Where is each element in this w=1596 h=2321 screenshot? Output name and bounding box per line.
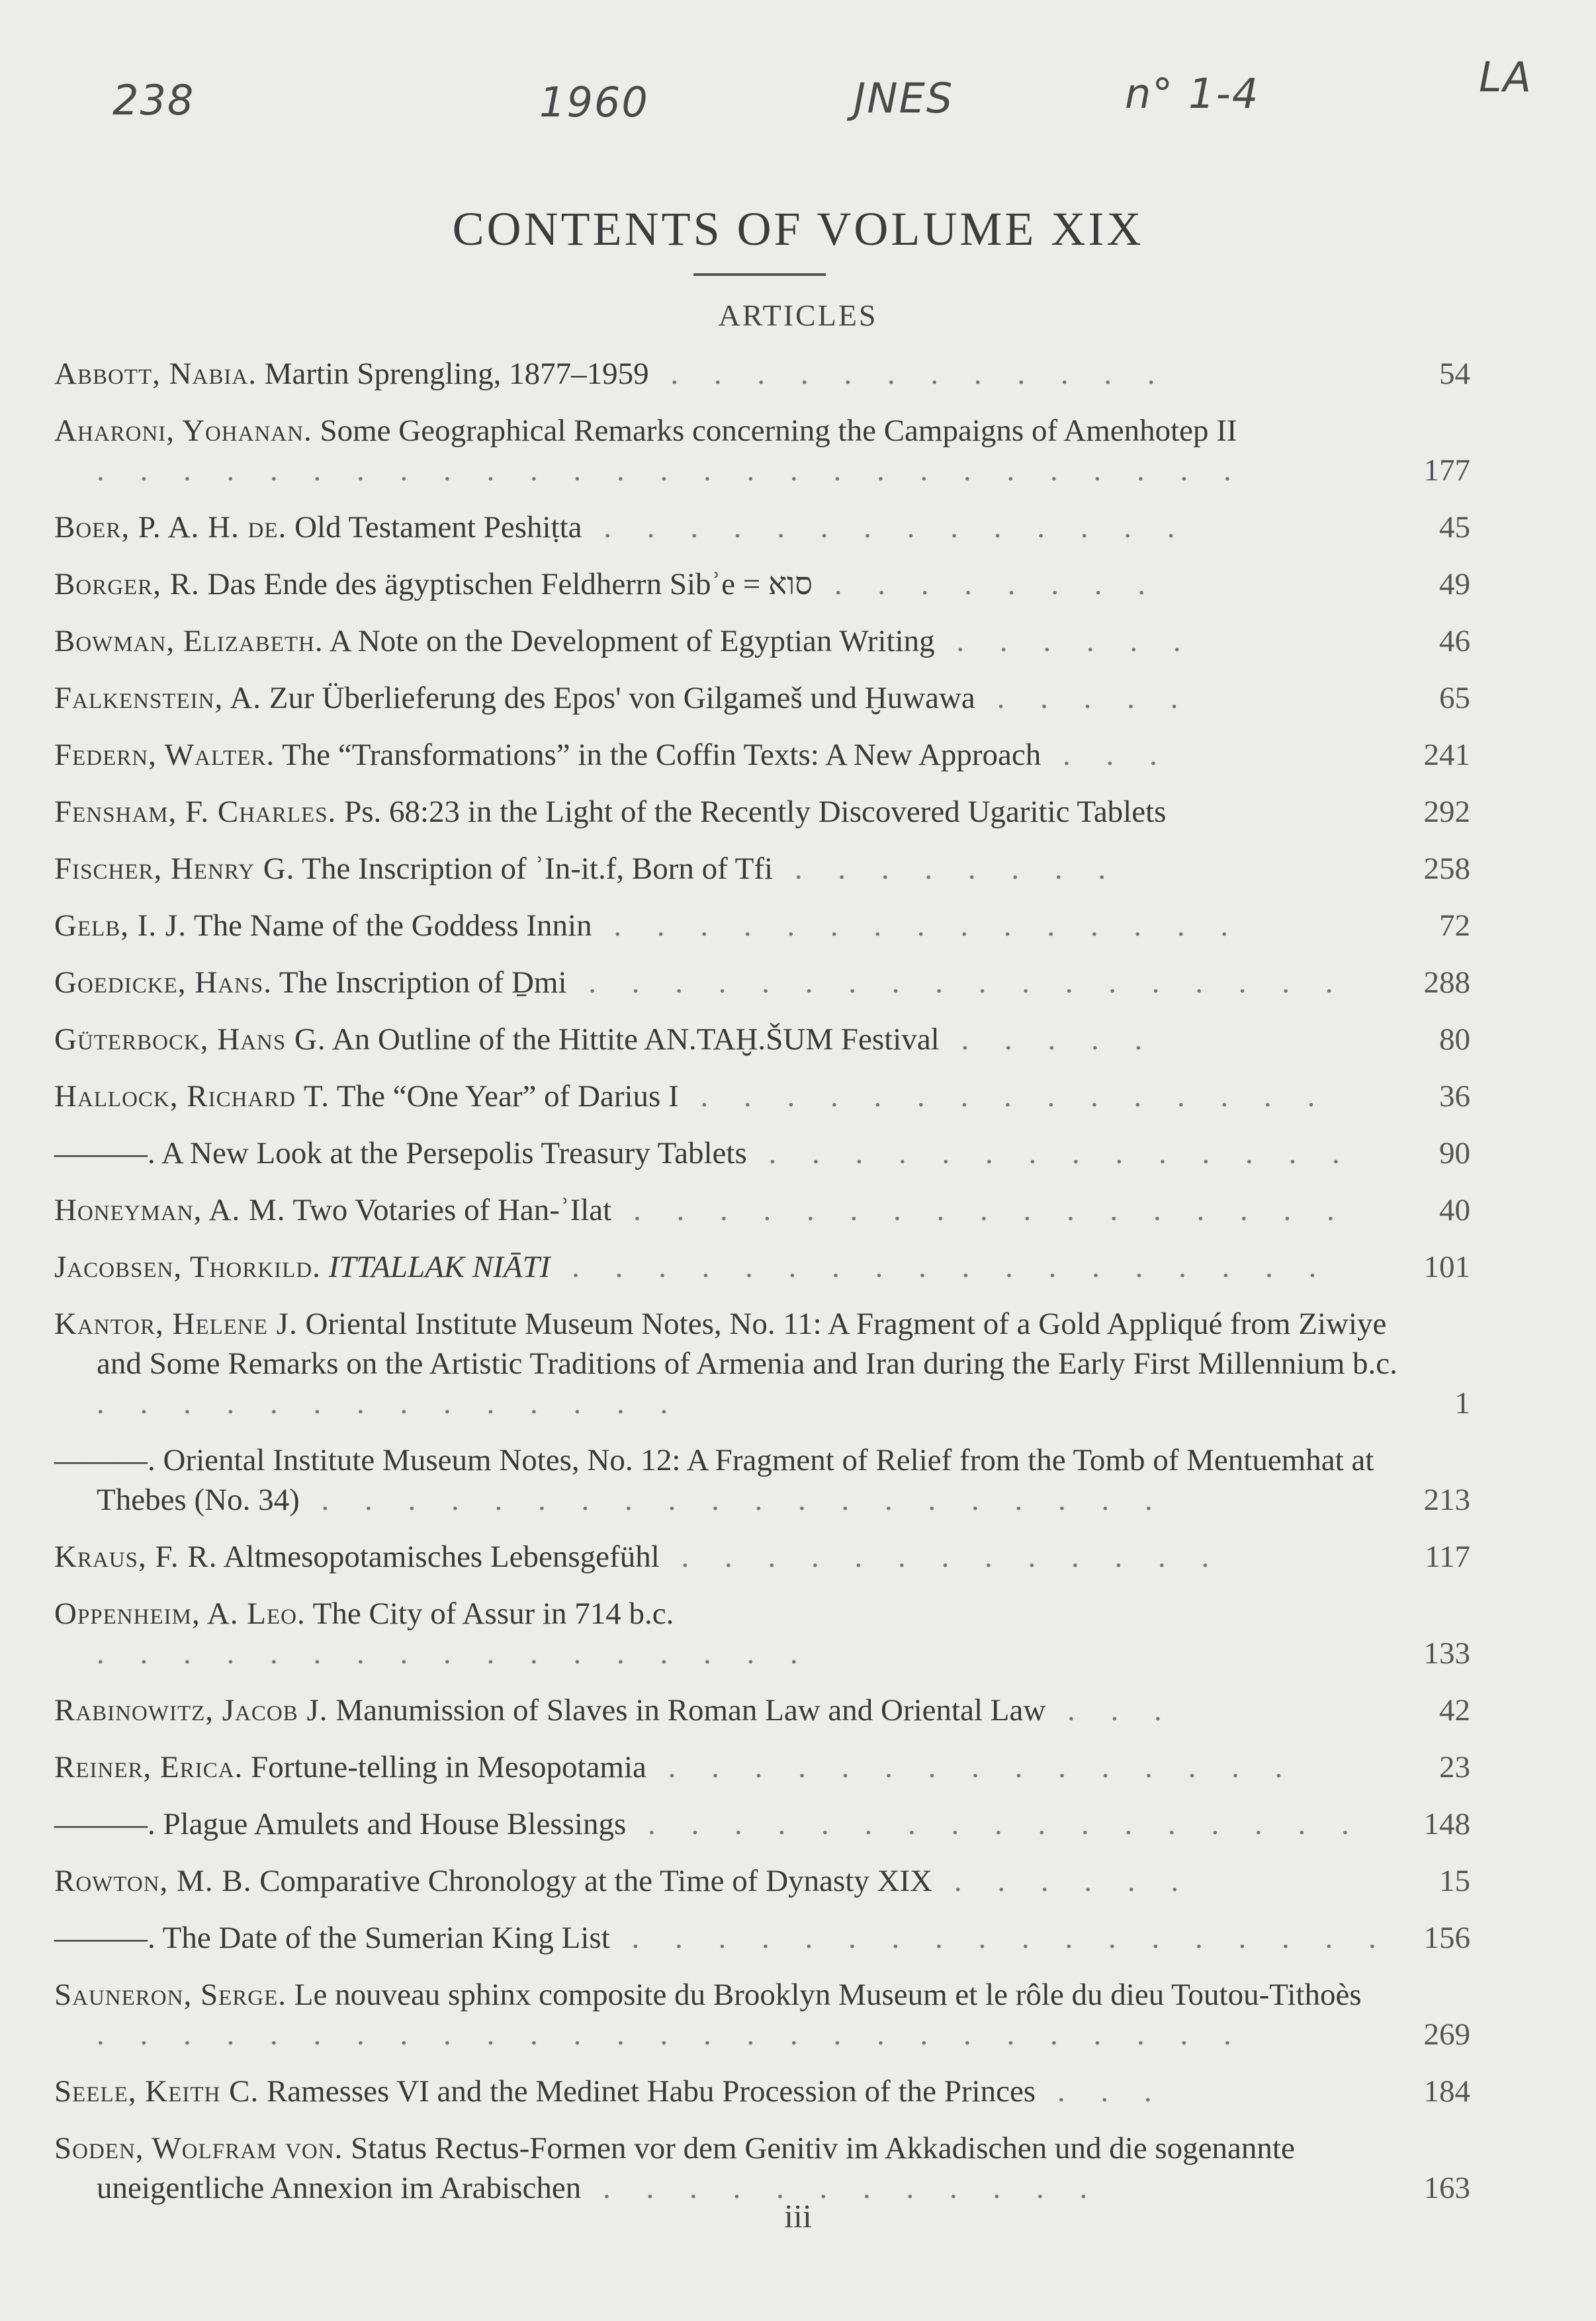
handwritten-number: 238 (112, 76, 195, 124)
entry-author: ———. (54, 1807, 155, 1841)
entry-author: Honeyman, A. M. (54, 1193, 286, 1227)
entry-title: An Outline of the Hittite AN.TAḪ.ŠUM Festival (326, 1022, 940, 1057)
entry-page: 54 (1439, 357, 1470, 391)
entry-author: Rabinowitz, Jacob J. (54, 1693, 328, 1728)
toc-entry: Honeyman, A. M. Two Votaries of Han-ʾIlat . . . . . . . . . . . . . . . . . 40 (54, 1190, 1470, 1230)
entry-title: Ramesses VI and the Medinet Habu Procession of the Princes (259, 2074, 1036, 2109)
toc-entry: Güterbock, Hans G. An Outline of the Hittite AN.TAḪ.ŠUM Festival . . . . . 80 (54, 1020, 1470, 1059)
entry-author: ———. (54, 1443, 155, 1477)
entry-title: A New Look at the Persepolis Treasury Tablets (155, 1136, 747, 1170)
toc-entry: ———. Plague Amulets and House Blessings . . . . . . . . . . . . . . . . . 148 (54, 1804, 1470, 1844)
entry-author: Oppenheim, A. Leo. (54, 1597, 306, 1631)
entry-page: 46 (1439, 624, 1470, 658)
entry-author: Güterbock, Hans G. (54, 1022, 326, 1057)
entry-page: 15 (1439, 1864, 1470, 1898)
toc-entry: Hallock, Richard T. The “One Year” of Darius I . . . . . . . . . . . . . . . 36 (54, 1076, 1470, 1116)
toc-entry: Rowton, M. B. Comparative Chronology at the Time of Dynasty XIX . . . . . . 15 (54, 1861, 1470, 1901)
entry-author: Rowton, M. B. (54, 1864, 252, 1898)
entry-page: 42 (1439, 1693, 1470, 1728)
entry-author: Soden, Wolfram von. (54, 2131, 343, 2166)
entry-author: Gelb, I. J. (54, 908, 187, 943)
handwritten-initials: LA (1479, 53, 1532, 101)
toc-entry: Kantor, Helene J. Oriental Institute Museum Notes, No. 11: A Fragment of a Gold Appliqué from Ziwiye and Some Remarks on the Artistic Traditions of Armenia and Iran during the Early First Millennium b.c. . . . . . . . . . . . . . . 1 (54, 1304, 1470, 1423)
table-of-contents (54, 354, 1470, 2225)
entry-title: The Inscription of Ḏmi (271, 965, 567, 1000)
entry-title: The “Transformations” in the Coffin Texts: A New Approach (275, 738, 1042, 772)
handwritten-year: 1960 (539, 78, 649, 126)
entry-title: The “One Year” of Darius I (330, 1079, 679, 1114)
entry-page: 258 (1423, 852, 1470, 886)
entry-title: Ps. 68:23 in the Light of the Recently Discovered Ugaritic Tablets (336, 795, 1167, 829)
entry-page: 45 (1439, 510, 1470, 545)
entry-title: Two Votaries of Han-ʾIlat (285, 1193, 612, 1227)
entry-page: 177 (1423, 453, 1470, 488)
entry-page: 184 (1423, 2074, 1470, 2109)
toc-entry (54, 792, 1470, 832)
handwritten-journal: JNES (854, 74, 954, 122)
entry-page: 40 (1439, 1193, 1470, 1227)
entry-title: The Inscription of ʾIn-it.f, Born of Tfi (294, 852, 774, 886)
entry-page: 292 (1423, 795, 1470, 829)
section-heading: ARTICLES (718, 298, 878, 332)
entry-page: 269 (1423, 2017, 1470, 2052)
entry-title: Fortune-telling in Mesopotamia (243, 1750, 646, 1784)
entry-title: Status Rectus-Formen vor dem Genitiv im Akkadischen und die sogenannte uneigentliche Annexion im Arabischen (97, 2131, 1295, 2205)
entry-author: Fensham, F. Charles. (54, 795, 337, 829)
entry-title: Oriental Institute Museum Notes, No. 12: A Fragment of Relief from the Tomb of Mentuemhat at Thebes (No. 34) (97, 1443, 1374, 1517)
toc-entry: Jacobsen, Thorkild. ITTALLAK NIĀTI . . . . . . . . . . . . . . . . . . 101 (54, 1247, 1470, 1287)
entry-page: 117 (1425, 1540, 1470, 1574)
toc-entry: Fischer, Henry G. The Inscription of ʾIn-it.f, Born of Tfi . . . . . . . . 258 (54, 849, 1470, 889)
entry-title: A Note on the Development of Egyptian Writing (323, 624, 935, 658)
entry-title: Old Testament Peshiṭta (287, 510, 582, 545)
toc-entry: Reiner, Erica. Fortune-telling in Mesopotamia . . . . . . . . . . . . . . . 23 (54, 1747, 1470, 1787)
toc-entry: Borger, R. Das Ende des ägyptischen Feldherrn Sibʾe = סוא . . . . . . . . 49 (54, 564, 1470, 604)
toc-entry: Soden, Wolfram von. Status Rectus-Formen vor dem Genitiv im Akkadischen und die sogenannte uneigentliche Annexion im Arabischen . . . . . . . . . . . . 163 (54, 2128, 1470, 2208)
toc-entry: Rabinowitz, Jacob J. Manumission of Slaves in Roman Law and Oriental Law . . . 42 (54, 1690, 1470, 1730)
entry-title: Comparative Chronology at the Time of Dynasty XIX (251, 1864, 933, 1898)
entry-page: 288 (1423, 965, 1470, 1000)
entry-title: The Name of the Goddess Innin (186, 908, 592, 943)
entry-title: Le nouveau sphinx composite du Brooklyn Museum et le rôle du dieu Toutou-Tithoès (287, 1978, 1362, 2012)
entry-page: 156 (1423, 1921, 1470, 1955)
entry-author: Aharoni, Yohanan. (54, 414, 312, 448)
entry-title: The City of Assur in 714 b.c. (305, 1597, 674, 1631)
entry-author: Falkenstein, A. (54, 681, 262, 715)
entry-author: Reiner, Erica. (54, 1750, 244, 1784)
entry-page: 133 (1423, 1636, 1470, 1671)
entry-page: 163 (1423, 2171, 1470, 2205)
toc-entry: Federn, Walter. The “Transformations” in the Coffin Texts: A New Approach . . . 241 (54, 735, 1470, 775)
entry-author: Jacobsen, Thorkild. (54, 1250, 321, 1284)
entry-page: 65 (1439, 681, 1470, 715)
entry-page: 72 (1439, 908, 1470, 943)
entry-author: Kantor, Helene J. (54, 1307, 298, 1341)
handwritten-issues: n° 1-4 (1125, 69, 1260, 118)
entry-page: 213 (1423, 1483, 1470, 1517)
entry-author: Hallock, Richard T. (54, 1079, 330, 1114)
entry-title: Plague Amulets and House Blessings (155, 1807, 627, 1841)
toc-entry: Oppenheim, A. Leo. The City of Assur in 714 b.c. . . . . . . . . . . . . . . . . . 133 (54, 1594, 1470, 1673)
toc-entry: Seele, Keith C. Ramesses VI and the Medinet Habu Procession of the Princes . . . 184 (54, 2072, 1470, 2111)
entry-title: Manumission of Slaves in Roman Law and Oriental Law (328, 1693, 1046, 1728)
entry-title: Some Geographical Remarks concerning the Campaigns of Amenhotep II (312, 414, 1237, 448)
entry-author: ———. (54, 1921, 155, 1955)
entry-author: Bowman, Elizabeth. (54, 624, 324, 658)
entry-page: 80 (1439, 1022, 1470, 1057)
entry-page: 241 (1423, 738, 1470, 772)
toc-entry: Gelb, I. J. The Name of the Goddess Innin . . . . . . . . . . . . . . . 72 (54, 906, 1470, 945)
entry-page: 101 (1423, 1250, 1470, 1284)
entry-title: ITTALLAK NIĀTI (320, 1250, 551, 1284)
entry-author: Abbott, Nabia. (54, 357, 257, 391)
toc-entry: Boer, P. A. H. de. Old Testament Peshiṭta . . . . . . . . . . . . . . 45 (54, 507, 1470, 547)
entry-author: Kraus, F. R. (54, 1540, 218, 1574)
entry-page: 148 (1423, 1807, 1470, 1841)
toc-entry: Falkenstein, A. Zur Überlieferung des Epos' von Gilgameš und Ḫuwawa . . . . . 65 (54, 678, 1470, 718)
toc-entry: ———. The Date of the Sumerian King List . . . . . . . . . . . . . . . . . . 156 (54, 1918, 1470, 1958)
toc-entry: Kraus, F. R. Altmesopotamisches Lebensgefühl . . . . . . . . . . . . . 117 (54, 1537, 1470, 1577)
entry-author: Sauneron, Serge. (54, 1978, 287, 2012)
entry-page: 23 (1439, 1750, 1470, 1784)
toc-entry: Sauneron, Serge. Le nouveau sphinx composite du Brooklyn Museum et le rôle du dieu Toutou-Tithoès . . . . . . . . . . . . . . . . . . . . . . . . . . . 269 (54, 1975, 1470, 2054)
toc-entry: Aharoni, Yohanan. Some Geographical Remarks concerning the Campaigns of Amenhotep II . . . . . . . . . . . . . . . . . . . . . . . . . . . 177 (54, 411, 1470, 490)
entry-title: Zur Überlieferung des Epos' von Gilgameš und Ḫuwawa (261, 681, 975, 715)
title-rule (693, 273, 826, 276)
entry-title: Martin Sprengling, 1877–1959 (256, 357, 649, 391)
entry-title: Altmesopotamisches Lebensgefühl (217, 1540, 660, 1574)
entry-page: 1 (1454, 1386, 1470, 1421)
entry-author: Goedicke, Hans. (54, 965, 272, 1000)
entry-title: The Date of the Sumerian King List (155, 1921, 610, 1955)
toc-entry: ———. A New Look at the Persepolis Treasury Tablets . . . . . . . . . . . . . . 90 (54, 1133, 1470, 1173)
entry-author: Fischer, Henry G. (54, 852, 295, 886)
toc-entry: Abbott, Nabia. Martin Sprengling, 1877–1959 . . . . . . . . . . . . 54 (54, 354, 1470, 394)
toc-entry: Bowman, Elizabeth. A Note on the Development of Egyptian Writing . . . . . . 46 (54, 621, 1470, 661)
page-title: CONTENTS OF VOLUME XIX (452, 202, 1144, 255)
entry-author: Seele, Keith C. (54, 2074, 259, 2109)
entry-page: 90 (1439, 1136, 1470, 1170)
toc-entry: ———. Oriental Institute Museum Notes, No. 12: A Fragment of Relief from the Tomb of Mentuemhat at Thebes (No. 34) . . . . . . . . . . . . . . . . . . . . 213 (54, 1440, 1470, 1520)
entry-title: Oriental Institute Museum Notes, No. 11: A Fragment of a Gold Appliqué from Ziwiye and Some Remarks on the Artistic Traditions of Armenia and Iran during the Early First Millennium b.c. (97, 1307, 1397, 1381)
toc-entry: Goedicke, Hans. The Inscription of Ḏmi . . . . . . . . . . . . . . . . . . 288 (54, 963, 1470, 1002)
page-number: iii (784, 2197, 812, 2234)
entry-author: Federn, Walter. (54, 738, 275, 772)
entry-title: Das Ende des ägyptischen Feldherrn Sibʾe = סוא (199, 567, 813, 601)
entry-page: 36 (1439, 1079, 1470, 1114)
entry-page: 49 (1439, 567, 1470, 601)
entry-author: Boer, P. A. H. de. (54, 510, 287, 545)
entry-author: ———. (54, 1136, 155, 1170)
entry-author: Borger, R. (54, 567, 200, 601)
